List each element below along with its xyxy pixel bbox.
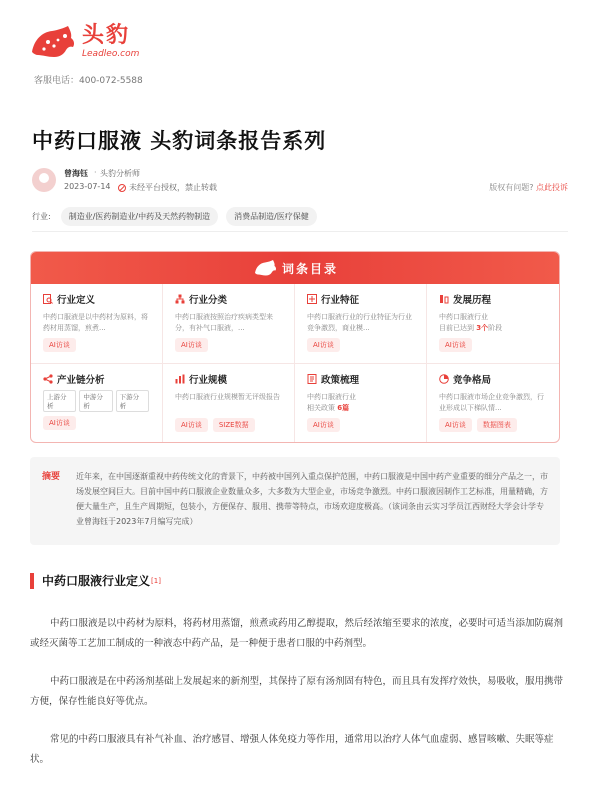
copyright-complaint — [489, 182, 568, 193]
top-bar — [0, 0, 600, 6]
toc-item-classification[interactable] — [163, 284, 295, 364]
toc-item-definition[interactable] — [31, 284, 163, 364]
ai-interview-badge[interactable]: AI访谈 — [43, 338, 76, 352]
industry-label: 行业: — [32, 212, 51, 221]
industry-tag[interactable]: 消费品制造/医疗保健 — [226, 207, 317, 226]
separator-dot: · — [94, 168, 97, 177]
toc-item-label: 行业特征 — [321, 295, 360, 306]
ai-interview-badge[interactable]: AI访谈 — [175, 338, 208, 352]
summary-label: 摘要 — [42, 472, 61, 482]
ai-interview-badge[interactable]: AI访谈 — [175, 418, 208, 432]
ai-interview-badge[interactable]: AI访谈 — [307, 418, 340, 432]
section-title: 中药口服液行业定义 — [42, 574, 151, 588]
paragraph: 常见的中药口服液具有补气补血、治疗感冒、增强人体免疫力等作用，通常用以治疗人体气血虚弱、感冒咳嗽、失眠等症状。 — [30, 734, 554, 765]
publish-date: 2023-07-14 — [64, 182, 111, 191]
toc-title: 词条目录 — [281, 261, 338, 276]
brand-domain: Leadleo.com — [82, 49, 140, 59]
paragraph: 中药口服液是以中药材为原料，将药材用蒸馏，煎煮或药用乙醇提取，然后经浓缩至要求的浓度，必要时可适当添加防腐剂或经灭菌等工艺加工制成的一种液态中药产品，是一种便于患者口服的中药剂型。 — [30, 618, 564, 649]
section-heading — [30, 572, 161, 589]
feature-icon — [307, 294, 317, 304]
toc-item-desc — [439, 312, 549, 334]
toc-item-history[interactable] — [427, 284, 559, 364]
toc-item-desc: 中药口服液按照治疗疾病类型来分，有补气口服液，... — [175, 313, 273, 332]
toc-item-label: 政策梳理 — [321, 375, 360, 386]
toc-item-desc — [307, 392, 416, 414]
ai-interview-badge[interactable]: AI访谈 — [439, 338, 472, 352]
ai-interview-badge[interactable]: AI访谈 — [439, 418, 472, 432]
stage-count: 3个 — [476, 324, 489, 332]
copyright-question: 版权有问题? — [489, 183, 534, 192]
toc-desc-line: 中药口服液行业 — [307, 393, 356, 401]
toc-item-chain[interactable] — [31, 364, 163, 443]
downstream-tag[interactable]: 下游分析 — [116, 390, 149, 412]
author-meta — [32, 168, 568, 194]
toc-item-label: 行业分类 — [189, 295, 228, 306]
timeline-icon — [439, 294, 449, 304]
toc-item-label: 产业链分析 — [57, 375, 105, 386]
toc-item-label: 竞争格局 — [453, 375, 492, 386]
industry-tags — [32, 207, 325, 226]
avatar[interactable] — [32, 168, 56, 192]
hierarchy-icon — [175, 294, 185, 304]
pie-icon — [439, 374, 449, 384]
toc-desc-pre: 相关政策 — [307, 404, 338, 412]
toc-item-policy[interactable] — [295, 364, 427, 443]
summary-text: 近年来，在中国逐渐重视中药传统文化的背景下，中药被中国列入重点保护范围，中药口服液是中国中药产业重要的细分产品之一，市场发展空间巨大。目前中国中药口服液企业数量众多，大多数为大型企业，市场竞争激烈。中药口服液因制作工艺标准，用量精确，方便大量生产，且生产周期短，包装小，方便保存、服用、携带等特点，市场欢迎度极高。（该词条由云实习学员江西财经大学会计学专业曾海钰于2023年7月编写完成） — [76, 472, 548, 526]
forbidden-icon — [118, 184, 126, 192]
toc-item-desc: 中药口服液行业的行业特征为行业竞争激烈，商业模... — [307, 313, 412, 332]
toc-item-competition[interactable] — [427, 364, 559, 443]
size-data-badge[interactable]: SIZE数据 — [213, 418, 255, 432]
toc-header — [31, 252, 559, 284]
upstream-tag[interactable]: 上游分析 — [43, 390, 76, 412]
footnote-ref[interactable]: [1] — [151, 576, 161, 585]
toc-item-label: 行业规模 — [189, 375, 228, 386]
ai-interview-badge[interactable]: AI访谈 — [43, 416, 76, 430]
toc-desc-pre: 目前已达到 — [439, 324, 477, 332]
page-title: 中药口服液 头豹词条报告系列 — [32, 129, 327, 153]
chart-data-badge[interactable]: 数据图表 — [477, 418, 517, 432]
chain-icon — [43, 374, 53, 384]
toc-item-desc: 中药口服液是以中药材为原料，将药材用蒸馏，煎煮... — [43, 313, 148, 332]
toc-item-desc: 中药口服液市场企业竞争激烈，行业形成以下梯队情... — [439, 393, 544, 412]
author-role: 头豹分析师 — [100, 169, 140, 178]
bar-chart-icon — [175, 374, 185, 384]
toc-desc-line: 中药口服液行业 — [439, 313, 488, 321]
complaint-link[interactable]: 点此投诉 — [536, 183, 568, 192]
no-reprint-text: 未经平台授权，禁止转载 — [129, 183, 217, 192]
leopard-logo-icon — [252, 258, 278, 278]
section-accent-bar — [30, 573, 34, 589]
toc-item-features[interactable] — [295, 284, 427, 364]
toc-item-label: 发展历程 — [453, 295, 492, 306]
logo[interactable] — [28, 22, 139, 62]
toc-item-desc: 中药口服液行业规模暂无评级报告 — [175, 393, 280, 401]
policy-count: 6篇 — [337, 404, 350, 412]
midstream-tag[interactable]: 中游分析 — [79, 390, 112, 412]
table-of-contents — [30, 251, 560, 443]
leopard-logo-icon — [28, 22, 76, 62]
toc-item-label: 行业定义 — [57, 295, 96, 306]
industry-tag[interactable]: 制造业/医药制造业/中药及天然药物制造 — [61, 207, 218, 226]
toc-desc-post: 阶段 — [488, 324, 503, 332]
policy-icon — [307, 374, 317, 384]
toc-item-scale[interactable] — [163, 364, 295, 443]
brand-name: 头豹 — [82, 23, 131, 48]
no-reprint-notice — [118, 182, 217, 193]
paragraph: 中药口服液是在中药汤剂基础上发展起来的新剂型，其保持了原有汤剂固有特色，而且具有发挥疗效快，易吸收，服用携带方便，保存性能良好等优点。 — [30, 676, 564, 707]
author-name[interactable]: 曾海钰 — [64, 169, 88, 178]
divider — [32, 231, 568, 232]
hotline: 客服电话：400-072-5588 — [34, 76, 143, 86]
search-doc-icon — [43, 294, 53, 304]
ai-interview-badge[interactable]: AI访谈 — [307, 338, 340, 352]
summary-box — [30, 457, 560, 545]
